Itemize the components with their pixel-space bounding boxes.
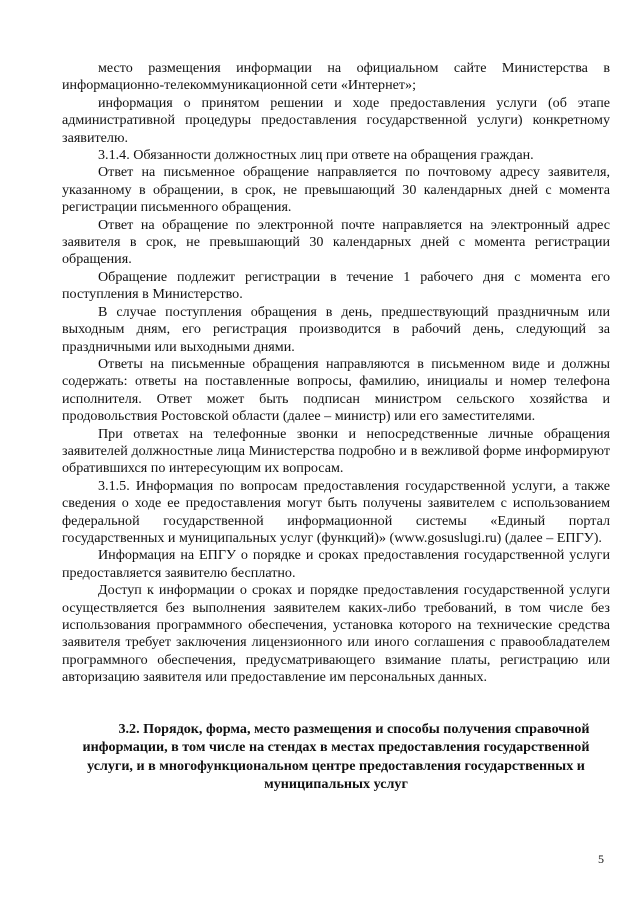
document-page [62,60,610,794]
section-heading-3-2: 3.2. Порядок, форма, место размещения и способы получения справочной информации, в том числе на стендах в местах предоставления государственной услуги, и в многофункциональном центре предоставления государственных и муниципальных услуг [82,720,590,793]
clause-3-1-4: 3.1.4. Обязанности должностных лиц при ответе на обращения граждан. [98,147,534,164]
clause-3-1-5: 3.1.5. Информация по вопросам предоставления государственной услуги, а также сведения о ходе ее предоставления могут быть получены заявителем с использованием федеральной государственной информационной системы «Единый портал государственных и муниципальных услуг (функций)» (www.gosuslugi.ru) (далее – ЕПГУ). [62,477,610,546]
paragraph-written-reply: Ответ на письменное обращение направляется по почтовому адресу заявителя, указанному в обращении, в срок, не превышающий 30 календарных дней с момента регистрации письменного обращения. [62,164,610,216]
paragraph-phone-calls: При ответах на телефонные звонки и непосредственные личные обращения заявителей должностные лица Министерства подробно и в вежливой форме информируют обратившихся по интересующим их вопросам. [62,425,610,477]
paragraph-access-requirements: Доступ к информации о сроках и порядке предоставления государственной услуги осуществляется без выполнения заявителем каких-либо требований, в том числе без использования программного обеспечения, установка которого на технические средства заявителя требует заключения лицензионного или иного соглашения с правообладателем программного обеспечения, предусматривающего взимание платы, регистрацию или авторизацию заявителя или предоставление им персональных данных. [62,582,610,686]
paragraph-email-reply: Ответ на обращение по электронной почте направляется на электронный адрес заявителя в срок, не превышающий 30 календарных дней с момента регистрации обращения. [62,216,610,268]
page-number: 5 [598,852,604,866]
paragraph-epgu-free: Информация на ЕПГУ о порядке и сроках предоставления государственной услуги предоставляется заявителю бесплатно. [62,547,610,581]
paragraph-reply-content: Ответы на письменные обращения направляются в письменном виде и должны содержать: ответы на поставленные вопросы, фамилию, инициалы и номер телефона исполнителя. Ответ может быть подписан министром сельского хозяйства и продовольствия Ростовской области (далее – министр) или его заместителями. [62,355,610,425]
paragraph-decision-info: информация о принятом решении и ходе предоставления услуги (об этапе административной процедуры предоставления государственной услуги) конкретному заявителю. [62,94,610,146]
paragraph-registration: Обращение подлежит регистрации в течение 1 рабочего дня с момента его поступления в Министерство. [62,268,610,303]
paragraph-info-placement: место размещения информации на официальном сайте Министерства в информационно-телекоммуникационной сети «Интернет»; [62,60,610,94]
paragraph-holiday-registration: В случае поступления обращения в день, предшествующий праздничным или выходным дням, его регистрация производится в рабочий день, следующий за праздничными или выходными днями. [62,303,610,355]
